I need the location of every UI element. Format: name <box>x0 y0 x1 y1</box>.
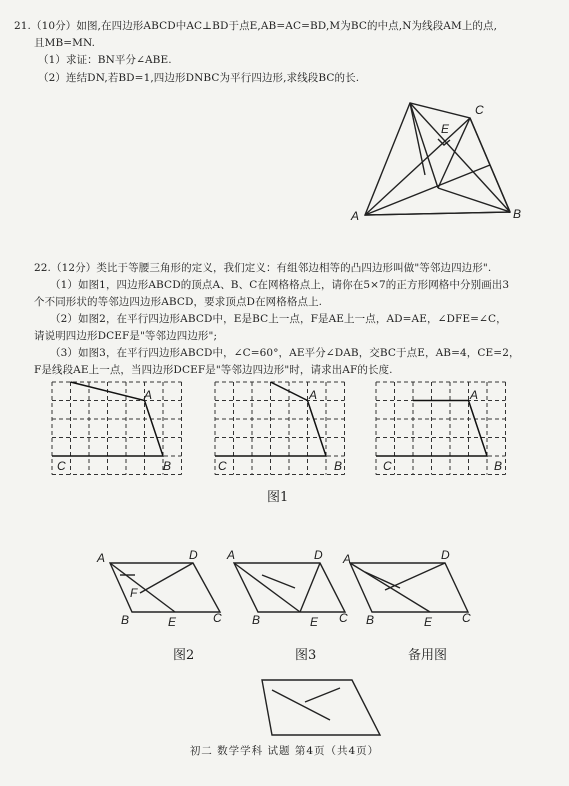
q22-p2b: 请说明四边形DCEF是"等邻边四边形"; <box>34 330 218 342</box>
fig3-label-a: A <box>227 548 236 562</box>
spare-label-a: A <box>343 552 352 566</box>
q22-p1b: 个不同形状的等邻边四边形ABCD，要求顶点D在网格格点上. <box>34 296 323 308</box>
q22-p2a: （2）如图2，在平行四边形ABCD中，E是BC上一点，F是AE上一点，AD=AE，∠DFE=∠C， <box>50 313 507 325</box>
q22-p1a: （1）如图1，四边形ABCD的顶点A、B、C在网格格点上，请你在5×7的正方形网格中分别画出3 <box>50 279 510 291</box>
fig3-label-b: B <box>252 613 261 627</box>
grid-3 <box>376 382 506 475</box>
fig2-label-f: F <box>130 586 138 600</box>
spare-caption: 备用图 <box>408 648 448 663</box>
q21-label-e: E <box>441 122 450 136</box>
q22-p3b: F是线段AE上一点，当四边形DCEF是"等邻边四边形"时，请求出AF的长度. <box>34 364 393 376</box>
q21-label-c: C <box>475 103 484 117</box>
fig2-caption: 图2 <box>173 648 195 663</box>
q22-line1: 22.（12分）类比于等腰三角形的定义，我们定义：有组邻边相等的凸四边形叫做"等邻边四边形". <box>34 262 492 274</box>
spare-label-b: B <box>366 613 375 627</box>
q21-line2: 且MB=MN. <box>34 37 96 49</box>
fig3-caption: 图3 <box>295 648 317 663</box>
spare-label-e: E <box>424 615 433 629</box>
grid2-label-b: B <box>334 459 343 473</box>
grid-quadrilateral <box>376 401 487 457</box>
q21-label-b: B <box>513 207 522 221</box>
fig2-label-d: D <box>189 548 198 562</box>
fig2-label-c: C <box>213 611 222 625</box>
q21-part1: （1）求证：BN平分∠ABE. <box>38 54 172 66</box>
page-footer: 初二 数学学科 试题 第4页（共4页） <box>189 745 380 757</box>
grid1-label-a: A <box>144 388 153 402</box>
grid2-label-a: A <box>309 388 318 402</box>
fig3-label-d: D <box>314 548 323 562</box>
grid3-label-b: B <box>494 459 503 473</box>
q21-label-a: A <box>351 209 360 223</box>
fig2-label-b: B <box>121 613 130 627</box>
grid1-label-c: C <box>57 459 66 473</box>
spare-label-c: C <box>462 611 471 625</box>
spare-label-d: D <box>441 548 450 562</box>
q22-p3a: （3）如图3，在平行四边形ABCD中，∠C=60°，AE平分∠DAB，交BC于点E，AB=4，CE=2， <box>50 347 520 359</box>
grid3-label-c: C <box>383 459 392 473</box>
fig3-label-e: E <box>310 615 319 629</box>
fig2-label-a: A <box>97 551 106 565</box>
grid1-label-b: B <box>163 459 172 473</box>
fig3-label-c: C <box>339 611 348 625</box>
grid2-label-c: C <box>218 459 227 473</box>
grid-2 <box>215 382 345 475</box>
q21-part2: （2）连结DN,若BD=1,四边形DNBC为平行四边形,求线段BC的长. <box>38 72 360 84</box>
fig2-label-e: E <box>168 615 177 629</box>
q21-line1: 21.（10分）如图,在四边形ABCD中AC⊥BD于点E,AB=AC=BD,M为BC的中点,N为线段AM上的点, <box>14 20 498 32</box>
fig1-caption: 图1 <box>267 490 289 505</box>
grid3-label-a: A <box>470 388 479 402</box>
